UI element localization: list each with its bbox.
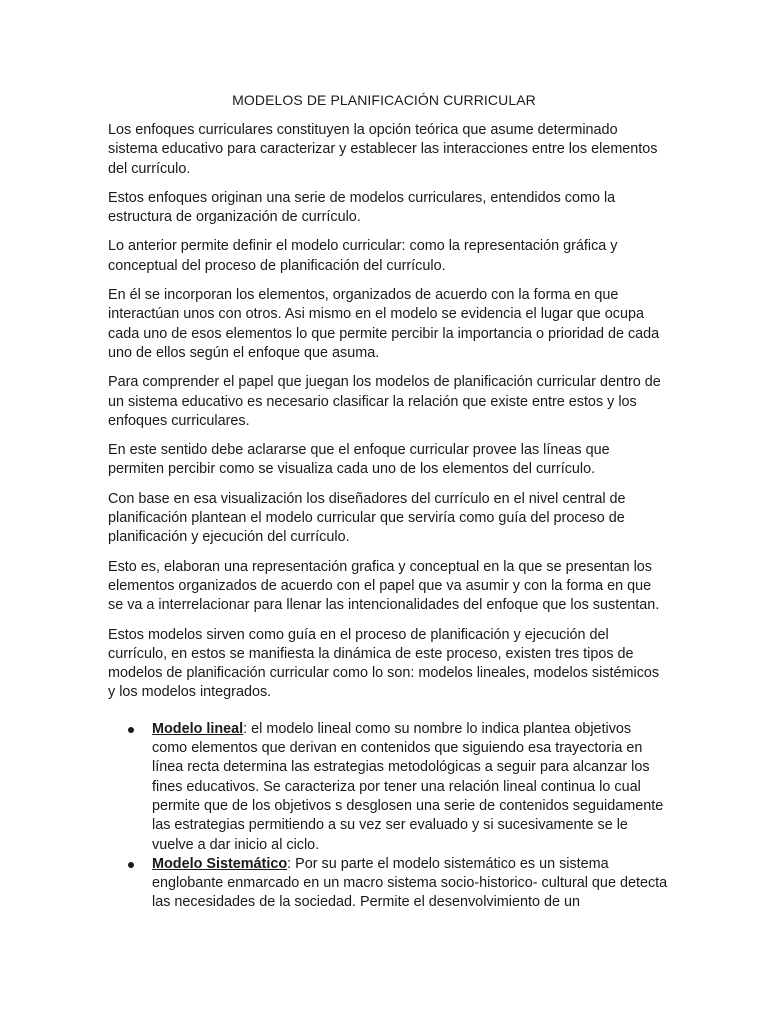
paragraph: Con base en esa visualización los diseñadores del currículo en el nivel central de planificación plantean el modelo curricular que serviría como guía del proceso de planificación y ejecución del currículo. [108, 490, 626, 546]
document-title: MODELOS DE PLANIFICACIÓN CURRICULAR [232, 92, 536, 108]
paragraph: Estos modelos sirven como guía en el proceso de planificación y ejecución del currículo, en estos se manifiesta la dinámica de este proceso, existen tres tipos de modelos de planificación curricular como lo son: modelos lineales, modelos sistémicos y los modelos integrados. [108, 626, 660, 701]
paragraph: Estos enfoques originan una serie de modelos curriculares, entendidos como la estructura de organización de currículo. [108, 189, 616, 226]
list-item-text: : el modelo lineal como su nombre lo indica plantea objetivos como elementos que derivan en contenidos que siguiendo esa trayectoria en línea recta determina las estrategias metodológicas a seguir para alcanzar los fines educativos. Se caracteriza por tener una relación lineal continua lo cual permite que de los objetivos s desglosen una serie de contenidos seguidamente las estrategias permitiendo a su vez ser evaluado y si sucesivamente se le vuelve a dar inicio al ciclo. [152, 720, 664, 853]
paragraph: Esto es, elaboran una representación grafica y conceptual en la que se presentan los elementos organizados de acuerdo con el papel que va asumir y con la forma en que se va a interrelacionar para llenar las intencionalidades del enfoque que los sustentan. [108, 558, 660, 614]
paragraph: En él se incorporan los elementos, organizados de acuerdo con la forma en que interactúan unos con otros. Asi mismo en el modelo se evidencia el lugar que ocupa cada uno de esos elementos lo que permite percibir la importancia o prioridad de cada uno de ellos según el enfoque que asuma. [108, 287, 660, 361]
paragraph: En este sentido debe aclararse que el enfoque curricular provee las líneas que permiten percibir como se visualiza cada uno de los elementos del currículo. [108, 442, 610, 478]
list-item-modelo-sistematico [108, 855, 668, 913]
list-item-modelo-lineal [108, 720, 668, 855]
paragraph: Los enfoques curriculares constituyen la opción teórica que asume determinado sistema educativo para caracterizar y establecer las interacciones entre los elementos del currículo. [108, 122, 658, 177]
paragraph: Para comprender el papel que juegan los modelos de planificación curricular dentro de un sistema educativo es necesario clasificar la relación que existe entre estos y los enfoques curriculares. [108, 374, 661, 429]
bullet-icon [128, 727, 134, 733]
model-types-list [108, 720, 668, 913]
list-item-term: Modelo Sistemático [152, 855, 288, 872]
bullet-icon [128, 862, 134, 868]
list-item-text: : Por su parte el modelo sistemático es un sistema englobante enmarcado en un macro sistema socio-historico- cultural que detecta las necesidades de la sociedad. Permite el desenvolvimiento de un [152, 855, 668, 911]
document-body [108, 121, 668, 913]
list-item-term: Modelo lineal [152, 720, 244, 737]
paragraph: Lo anterior permite definir el modelo curricular: como la representación gráfica y conceptual del proceso de planificación del currículo. [108, 238, 618, 274]
